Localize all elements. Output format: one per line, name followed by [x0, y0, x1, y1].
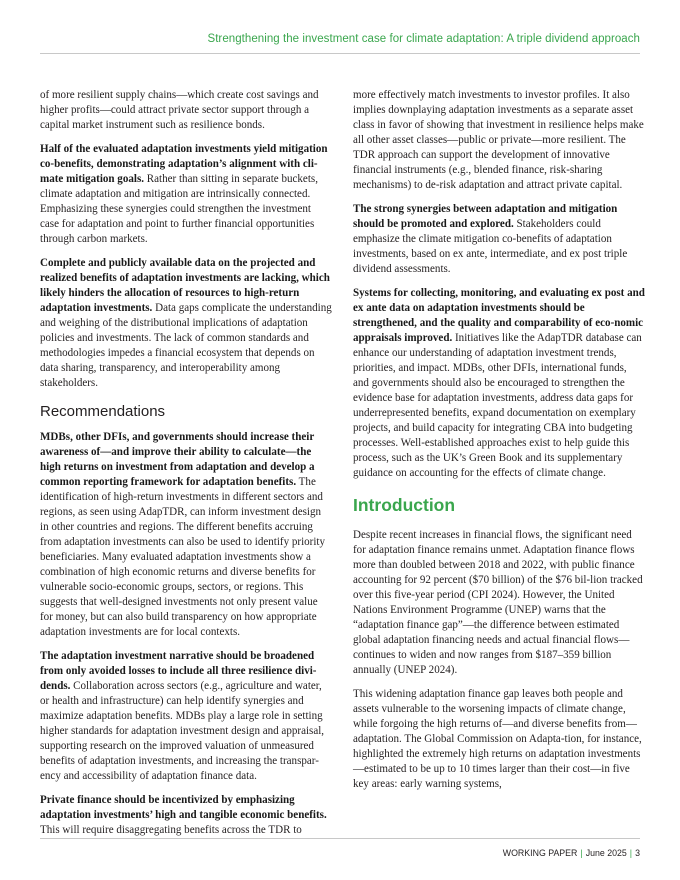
paragraph — [40, 793, 332, 838]
paragraph-lead: Half of the evaluated adaptation investments yield mitigation co-benefits, demonstrating adaptation’s alignment with cli-mate mitigation goals. — [40, 143, 328, 185]
paragraph-text: This widening adaptation finance gap leaves both people and assets vulnerable to the worsening impacts of climate change, while forgoing the high returns of—and diverse benefits from—adaptation. The Global Commission on Adapta-tion, for instance, highlighted the extremely high returns on adaptation investments—estimated to be up to 10 times larger than their cost—in five key areas: early warning systems, — [353, 688, 642, 790]
footer-separator: | — [580, 848, 583, 858]
footer-divider — [40, 838, 640, 839]
paragraph-lead: MDBs, other DFIs, and governments should increase their awareness of—and improve their ability to calculate—the high returns on investment from adaptation and develop a common reporting framework for adaptation benefits. — [40, 431, 315, 488]
section-heading-recommendations: Recommendations — [40, 403, 166, 420]
paragraph-lead: Systems for collecting, monitoring, and evaluating ex post and ex ante data on adaptation investments should be strengthened, and the quality and comparability of eco-nomic appraisals improved. — [353, 287, 645, 344]
paragraph — [40, 649, 332, 784]
paragraph-text: Rather than sitting in separate buckets, climate adaptation and mitigation are intrinsically connected. Emphasizing these synergies could strengthen the investment case for adaptation and point to further financial opportunities through carbon markets. — [40, 173, 318, 245]
paragraph-lead: The adaptation investment narrative should be broadened from only avoided losses to include all three resilience divi-dends. — [40, 650, 317, 692]
paragraph-lead: Private finance should be incentivized by emphasizing adaptation investments’ high and tangible economic benefits. — [40, 794, 327, 821]
paragraph — [40, 430, 332, 640]
left-column — [40, 88, 332, 847]
paragraph — [353, 528, 645, 678]
paragraph — [353, 202, 645, 277]
running-header: Strengthening the investment case for climate adaptation: A triple dividend approach — [207, 33, 640, 45]
header-divider — [40, 53, 640, 54]
section-heading-introduction: Introduction — [353, 495, 456, 515]
paragraph-lead: The strong synergies between adaptation and mitigation should be promoted and explored. — [353, 203, 618, 230]
paragraph — [40, 256, 332, 391]
paragraph-text: Stakeholders could emphasize the climate mitigation co-benefits of adaptation investments, based on ex ante, intermediate, and ex post triple dividend assessments. — [353, 218, 628, 275]
footer-date: June 2025 — [585, 848, 627, 858]
paragraph-text: of more resilient supply chains—which create cost savings and higher profits—could attract private sector support through a capital market instrument such as resilience bonds. — [40, 89, 319, 131]
paragraph — [40, 88, 332, 133]
paragraph-text: Despite recent increases in financial flows, the significant need for adaptation finance remains unmet. Adaptation finance flows more than doubled between 2018 and 2022, with public finance accounting for 92 percent ($70 billion) of the $76 bil-lion tracked over this five-year period (CPI 2024). However, the United Nations Environment Programme (UNEP) warns that the “adaptation finance gap”—the difference between estimated global adaptation financing needs and actual financial flows—continues to widen and now ranges from $187–359 billion annually (UNEP 2024). — [353, 529, 643, 676]
paragraph — [353, 687, 645, 792]
paragraph-text: The identification of high-return investments in different sectors and regions, as seen using AdapTDR, can inform investment design in other countries and regions. The different benefits accruing from adaptation investments can also be used to identify priority beneficiaries. Many evaluated adaptation investments show a combination of high economic returns and diverse benefits for vulnerable socio-economic groups, sectors, or regions. This suggests that well-designed investments not only present value for money, but can also build transparency on how appropriate adaptation investments are for local contexts. — [40, 476, 326, 638]
footer-separator: | — [629, 848, 633, 858]
paragraph-lead: Complete and publicly available data on the projected and realized benefits of adaptation investments are lacking, which likely hinders the allocation of resources to high-return adaptation investments. — [40, 257, 330, 314]
page-footer — [503, 848, 640, 858]
paragraph-text: Data gaps complicate the understanding and weighing of the distributional implications of adaptation policies and investments. The lack of common standards and methodologies impedes a financial ecosystem that depends on data sharing, transparency, and interoperability among stakeholders. — [40, 302, 332, 389]
page-number: 3 — [635, 848, 640, 858]
paragraph — [40, 142, 332, 247]
footer-label: WORKING PAPER — [502, 848, 578, 858]
paragraph-text: Initiatives like the AdapTDR database can enhance our understanding of adaptation investment trends, priorities, and impact. MDBs, other DFIs, international funds, and governments should also be encouraged to strengthen the evidence base for adaptation investments, address data gaps for underrepresented benefits, expand documentation on exemplary projects, and build capacity for integrating CBA into budgeting processes. Well-established approaches exist to help guide this process, such as the UK’s Green Book and its supplementary guidance on accounting for the effects of climate change. — [353, 332, 642, 479]
right-column — [353, 88, 645, 801]
paragraph-text: Collaboration across sectors (e.g., agriculture and water, or health and infrastructure) can help identify synergies and maximize adaptation benefits. MDBs play a large role in setting higher standards for adaptation investment design and appraisal, supporting research on the improved valuation of unmeasured benefits of adaptation investments, and increasing the transpar-ency and accessibility of adaptation finance data. — [40, 680, 325, 782]
paragraph — [353, 88, 645, 193]
paragraph-text: This will require disaggregating benefits across the TDR to — [40, 824, 302, 836]
paragraph-text: more effectively match investments to investor profiles. It also implies downplaying adaptation investments as a separate asset class in favor of showing that investment in resilience helps make all other asset classes—public or private—more resilient. The TDR approach can support the development of innovative financial instruments (e.g., blended finance, risk-sharing mechanisms) to de-risk adaptation and attract private capital. — [353, 89, 644, 191]
paragraph — [353, 286, 645, 481]
